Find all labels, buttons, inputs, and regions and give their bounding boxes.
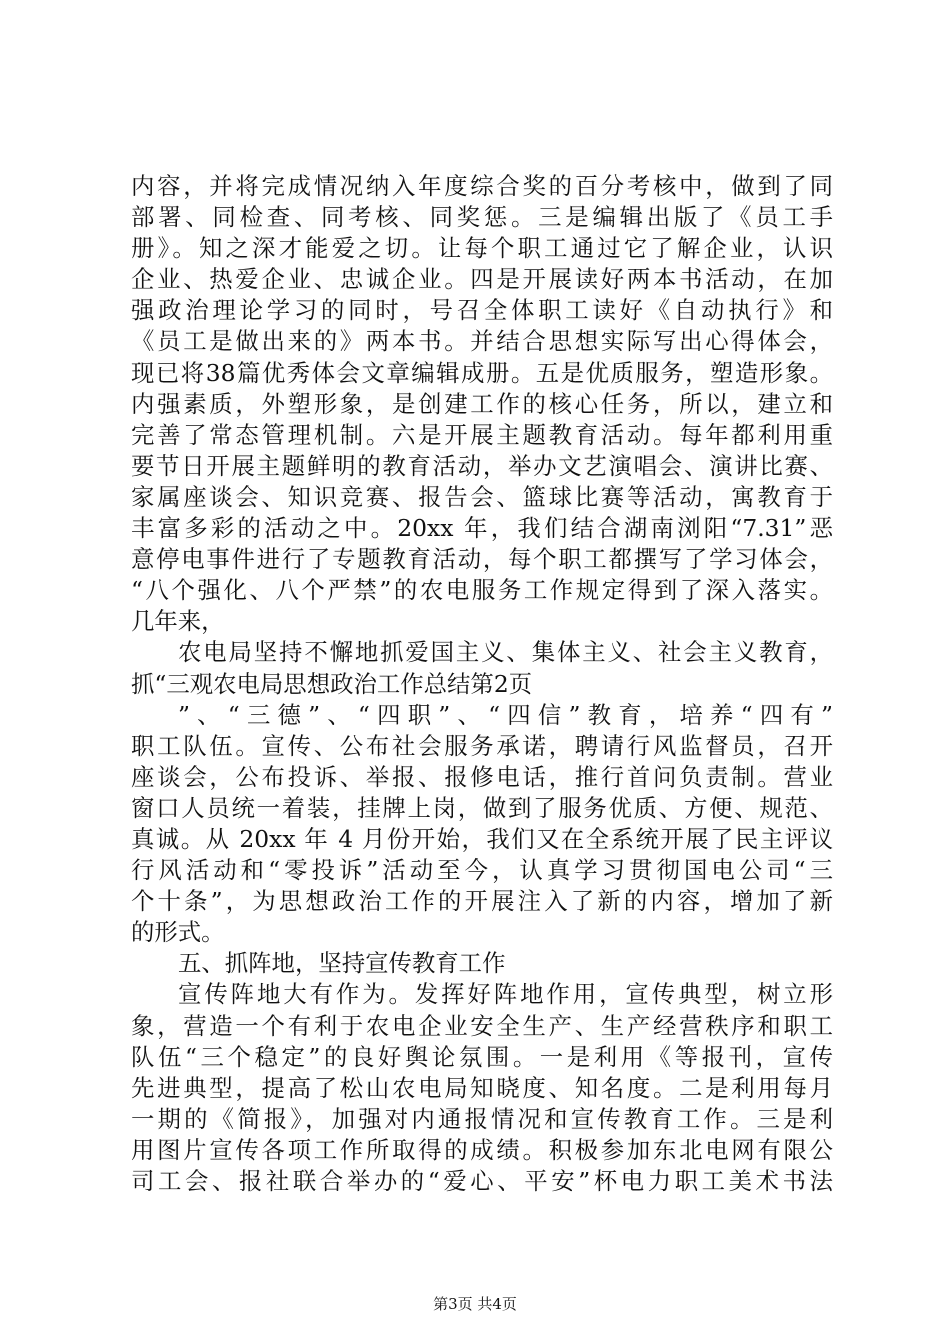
text-line: 抓“三观农电局思想政治工作总结第2页: [131, 669, 533, 698]
text-line: 用图片宣传各项工作所取得的成绩。积极参加东北电网有限公: [131, 1135, 833, 1164]
text-line: 《员工是做出来的》两本书。并结合思想实际写出心得体会，: [131, 327, 833, 356]
text-line: ”、“三德”、“四职”、“四信”教育，培养“四有”: [178, 700, 833, 729]
text-line: 司工会、报社联合举办的“爱心、平安”杯电力职工美术书法: [131, 1167, 833, 1195]
text-line: 五、抓阵地，坚持宣传教育工作: [178, 949, 506, 978]
text-line: 农电局坚持不懈地抓爱国主义、集体主义、社会主义教育，: [178, 638, 833, 667]
text-line: 几年来，: [131, 607, 225, 636]
text-line: 企业、热爱企业、忠诚企业。四是开展读好两本书活动，在加: [131, 265, 833, 294]
text-line: 家属座谈会、知识竞赛、报告会、篮球比赛等活动，寓教育于: [131, 482, 833, 511]
text-line: 象，营造一个有利于农电企业安全生产、生产经营秩序和职工: [131, 1011, 833, 1040]
text-line: 册》。知之深才能爱之切。让每个职工通过它了解企业，认识: [131, 234, 833, 263]
text-line: 座谈会，公布投诉、举报、报修电话，推行首问负责制。营业: [131, 762, 833, 791]
text-line: 职工队伍。宣传、公布社会服务承诺，聘请行风监督员，召开: [131, 731, 833, 760]
text-line: 窗口人员统一着装，挂牌上岗，做到了服务优质、方便、规范、: [131, 793, 833, 822]
text-line: 宣传阵地大有作为。发挥好阵地作用，宣传典型，树立形: [178, 980, 833, 1009]
document-body: [131, 171, 833, 1197]
text-line: 一期的《简报》，加强对内通报情况和宣传教育工作。三是利: [131, 1104, 833, 1133]
text-line: 要节日开展主题鲜明的教育活动，举办文艺演唱会、演讲比赛、: [131, 451, 833, 480]
text-line: 个十条”，为思想政治工作的开展注入了新的内容，增加了新: [131, 887, 833, 916]
text-line: 完善了常态管理机制。六是开展主题教育活动。每年都利用重: [131, 420, 833, 449]
text-line: 意停电事件进行了专题教育活动，每个职工都撰写了学习体会，: [131, 545, 833, 574]
text-line: 现已将38篇优秀体会文章编辑成册。五是优质服务，塑造形象。: [131, 358, 833, 387]
text-line: 部署、同检查、同考核、同奖惩。三是编辑出版了《员工手: [131, 203, 833, 232]
text-line: 真诚。从 20xx 年 4 月份开始，我们又在全系统开展了民主评议: [131, 824, 833, 853]
text-line: 丰富多彩的活动之中。20xx 年，我们结合湖南浏阳“7.31”恶: [131, 514, 833, 543]
page-footer: 第3页 共4页: [433, 1295, 517, 1313]
text-line: 队伍“三个稳定”的良好舆论氛围。一是利用《等报刊，宣传: [131, 1042, 833, 1071]
text-line: “八个强化、八个严禁”的农电服务工作规定得到了深入落实。: [131, 576, 833, 605]
text-line: 内容，并将完成情况纳入年度综合奖的百分考核中，做到了同: [131, 172, 833, 200]
text-line: 强政治理论学习的同时，号召全体职工读好《自动执行》和: [131, 296, 833, 325]
text-line: 内强素质，外塑形象，是创建工作的核心任务，所以，建立和: [131, 389, 833, 418]
text-line: 的形式。: [131, 918, 225, 947]
text-line: 行风活动和“零投诉”活动至今，认真学习贯彻国电公司“三: [131, 856, 833, 885]
text-line: 先进典型，提高了松山农电局知晓度、知名度。二是利用每月: [131, 1073, 833, 1102]
